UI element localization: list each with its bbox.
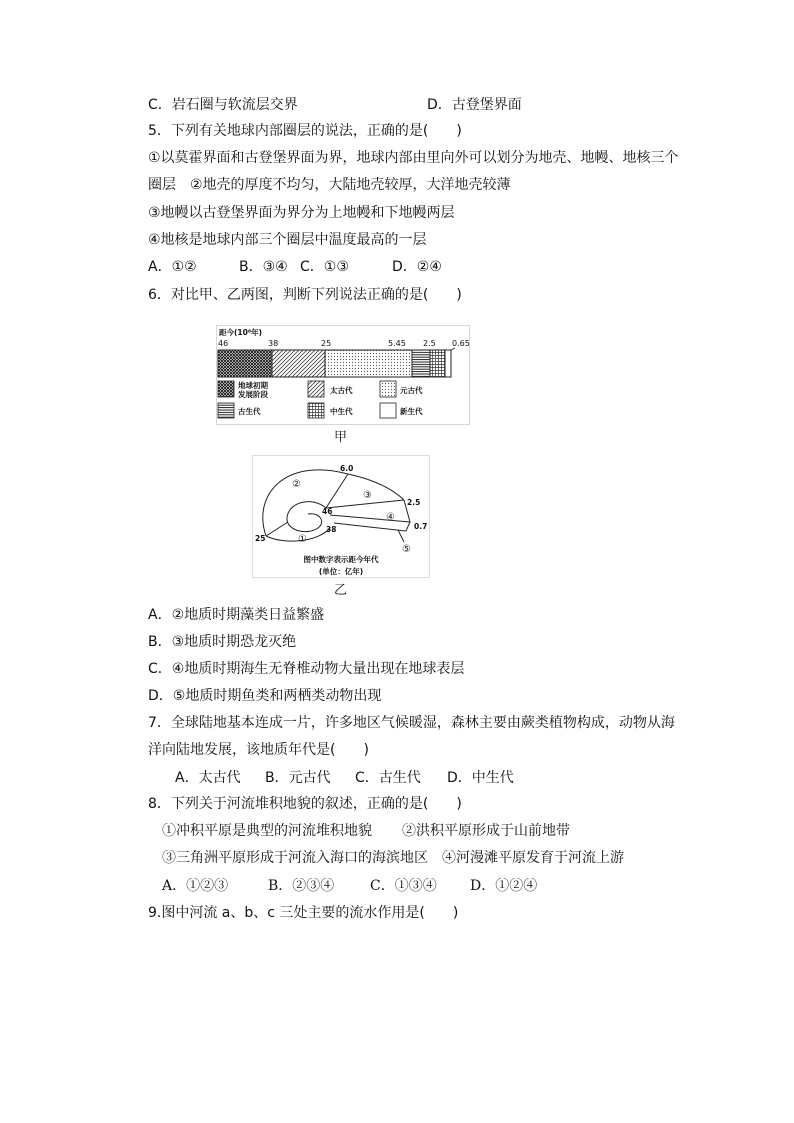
figure-yi-note-line1: 图中数字表示距今年代: [303, 555, 379, 564]
bar-segment-archean: [272, 350, 325, 377]
bar-segment-early-stage: [218, 350, 272, 377]
legend-label-paleozoic: 古生代: [238, 407, 261, 416]
spiral-outer-arc-region-3: [348, 474, 404, 500]
q7-option-b: B．元古代: [265, 770, 331, 786]
tick-label-0-65: 0.65: [452, 339, 470, 348]
q5-statement-4: ④地核是地球内部三个圈层中温度最高的一层: [148, 232, 427, 248]
q8-option-c: C．①③④: [370, 878, 437, 894]
q5-option-d: D．②④: [392, 259, 442, 275]
q8-stem: 8．下列关于河流堆积地貌的叙述，正确的是( ): [148, 796, 462, 812]
q8-statement-1: ①冲积平原是典型的河流堆积地貌: [162, 823, 372, 839]
tick-label-46: 46: [218, 339, 229, 348]
legend-label-cenozoic: 新生代: [400, 407, 423, 416]
q7-option-c: C．古生代: [355, 770, 421, 786]
q8-option-a: A．①②③: [162, 878, 229, 894]
legend-label-mesozoic: 中生代: [330, 407, 353, 416]
q6-option-b: B．③地质时期恐龙灭绝: [148, 634, 297, 650]
q4-option-d: D．古登堡界面: [427, 97, 522, 113]
q7-option-d: D．中生代: [447, 770, 514, 786]
figure-yi-note-line2: (单位：亿年): [318, 567, 364, 576]
bar-segment-paleozoic: [412, 350, 430, 377]
bar-segment-proterozoic: [325, 350, 412, 377]
axis-label: 距今(10⁸年): [219, 328, 263, 337]
boundary-region-1-2: [266, 522, 288, 536]
q5-statement-1-line1: ①以莫霍界面和古登堡界面为界，地球内部由里向外可以划分为地壳、地幔、地核三个: [148, 150, 679, 166]
boundary-region-4-5: [330, 515, 410, 522]
bar-segment-mesozoic: [430, 350, 445, 377]
age-label-38: 38: [326, 525, 337, 534]
legend-label-proterozoic: 元古代: [400, 386, 423, 395]
q8-statement-4: ④河漫滩平原发育于河流上游: [442, 850, 624, 866]
q5-statement-1-line2: 圈层: [148, 177, 176, 193]
q9-stem: 9.图中河流 a、b、c 三处主要的流水作用是( ): [148, 905, 459, 921]
legend-swatch-paleozoic: [218, 403, 234, 418]
spiral-outer-edge-regions-4-5: [334, 500, 410, 531]
spiral-inner-curl: [287, 502, 326, 532]
legend-label-archean: 太古代: [330, 386, 353, 395]
q5-statement-3: ③地幔以古登堡界面为界分为上地幔和下地幔两层: [148, 205, 455, 221]
age-label-6-0: 6.0: [340, 464, 354, 473]
legend-label-early-stage-line2: 发展阶段: [238, 390, 268, 399]
region-label-5: ⑤: [402, 544, 411, 555]
q5-stem: 5．下列有关地球内部圈层的说法，正确的是( ): [148, 123, 462, 139]
figure-yi-spiral: [252, 455, 430, 578]
q7-stem-line1: 7．全球陆地基本连成一片，许多地区气候暖湿，森林主要由蕨类植物构成，动物从海: [148, 715, 675, 731]
region-label-3: ③: [363, 490, 372, 501]
tick-label-5-45: 5.45: [388, 339, 406, 348]
q6-option-a: A．②地质时期藻类日益繁盛: [148, 607, 325, 623]
q5-option-a: A．①②: [148, 259, 197, 275]
q8-statement-3: ③三角洲平原形成于河流入海口的海滨地区: [162, 850, 428, 866]
age-label-0-7: 0.7: [414, 522, 428, 531]
q6-option-c: C．④地质时期海生无脊椎动物大量出现在地球表层: [148, 661, 465, 677]
q7-stem-line2: 洋向陆地发展，该地质年代是( ): [148, 742, 369, 758]
tick-label-38: 38: [268, 339, 279, 348]
region-label-2: ②: [292, 479, 301, 490]
age-label-25: 25: [255, 534, 266, 543]
q5-statement-2: ②地壳的厚度不均匀，大陆地壳较厚，大洋地壳较薄: [190, 177, 511, 193]
age-label-2-5: 2.5: [407, 498, 421, 507]
bar-segment-cenozoic: [445, 350, 451, 377]
figure-jia-timeline: [216, 325, 470, 425]
age-label-46: 46: [322, 507, 333, 516]
region-label-1: ①: [298, 534, 307, 545]
legend-swatch-cenozoic: [380, 403, 396, 418]
figure-yi-caption: 乙: [334, 583, 348, 598]
q7-option-a: A．太古代: [175, 770, 241, 786]
q5-option-b: B．③④: [239, 259, 288, 275]
tick-label-25: 25: [321, 339, 332, 348]
q8-statement-2: ②洪积平原形成于山前地带: [402, 823, 570, 839]
figure-jia-caption: 甲: [334, 430, 348, 445]
boundary-region-3-4: [326, 500, 404, 508]
q5-option-c: C．①③: [300, 259, 349, 275]
q8-option-b: B．②③④: [268, 878, 335, 894]
q4-option-c: C．岩石圈与软流层交界: [148, 97, 298, 113]
q6-option-d: D．⑤地质时期鱼类和两栖类动物出现: [148, 688, 382, 704]
legend-swatch-archean: [308, 381, 324, 397]
legend-swatch-proterozoic: [380, 381, 396, 397]
legend-label-early-stage-line1: 地球初期: [238, 381, 268, 390]
q6-stem: 6．对比甲、乙两图，判断下列说法正确的是( ): [148, 287, 462, 303]
boundary-region-2-3: [326, 474, 348, 508]
q8-option-d: D．①②④: [470, 878, 538, 894]
legend-swatch-mesozoic: [308, 403, 324, 418]
tick-label-2-5: 2.5: [423, 339, 436, 348]
leader-line-region-5: [398, 530, 404, 542]
legend-swatch-early-stage: [218, 381, 234, 397]
region-label-4: ④: [386, 512, 395, 523]
